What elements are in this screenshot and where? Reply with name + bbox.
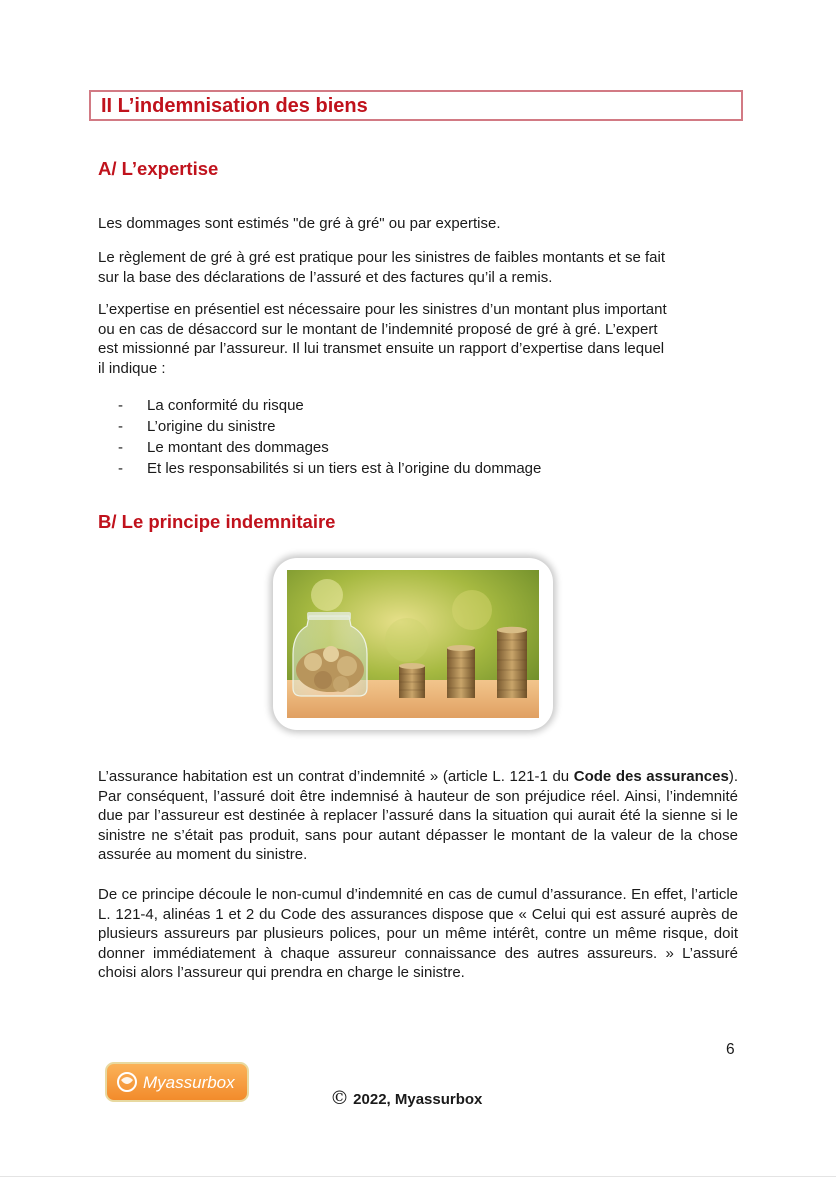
list-item-text: L’origine du sinistre: [147, 418, 276, 435]
text-line: sur la base des déclarations de l’assuré et des factures qu’il a remis.: [98, 268, 553, 286]
coins-jar-photo: [287, 570, 539, 718]
list-item-text: Le montant des dommages: [147, 439, 329, 456]
copyright-text: 2022, Myassurbox: [349, 1091, 483, 1108]
heading-principe: B/ Le principe indemnitaire: [98, 511, 336, 532]
list-item: - Et les responsabilités si un tiers est à l’origine du dommage: [118, 460, 542, 477]
heading-expertise: A/ L’expertise: [98, 158, 219, 179]
section-title-box: [89, 90, 743, 121]
copyright-symbol: ©: [330, 1087, 349, 1109]
list-item-text: Et les responsabilités si un tiers est à l’origine du dommage: [147, 460, 542, 477]
logo-text: Myassurbox: [143, 1073, 235, 1092]
section-title: II L’indemnisation des biens: [101, 95, 368, 117]
text-line: L’expertise en présentiel est nécessaire pour les sinistres d’un montant plus important: [98, 301, 667, 318]
expertise-paragraph-1: Les dommages sont estimés "de gré à gré" ou par expertise.: [98, 215, 501, 232]
text-line: ou en cas de désaccord sur le montant de l’indemnité proposé de gré à gré. L’expert: [98, 320, 658, 338]
coins-photo-frame: [273, 558, 553, 730]
page-edge-divider: [0, 1176, 836, 1177]
principe-paragraph-1: [98, 767, 738, 865]
expertise-paragraph-2: [98, 248, 738, 287]
list-item: - La conformité du risque: [118, 397, 304, 414]
text-line: est missionné par l’assureur. Il lui transmet ensuite un rapport d’expertise dans lequel: [98, 340, 665, 357]
principe-paragraph-2: De ce principe découle le non-cumul d’indemnité en cas de cumul d’assurance. En effet, l’article L. 121-4, alinéas 1 et 2 du Code des assurances dispose que « Celui qui est assuré auprès de plusieurs assureurs par plusieurs polices, pour un même intérêt, contre un même risque, doit donner immédiatement à chaque assureur connaissance des autres assureurs. » L’assuré choisi alors l’assureur qui prendra en charge le sinistre.: [98, 886, 738, 981]
text-line: il indique :: [98, 359, 166, 377]
copyright-notice: [330, 1087, 482, 1109]
list-item-text: La conformité du risque: [147, 397, 304, 414]
list-item: - Le montant des dommages: [118, 439, 329, 456]
text-line: Le règlement de gré à gré est pratique pour les sinistres de faibles montants et se fait: [98, 249, 665, 266]
text-run: ). Par conséquent, l’assuré doit être indemnisé à hauteur de son préjudice réel. Ainsi, l’indemnité due par l’assureur est destinée à replacer l’assuré dans la situation qui aurait été la sienne si le sinistre ne s’était pas produit, sans pour autant dépasser le montant de la valeur de la chose assurée au moment du sinistre.: [98, 768, 739, 863]
logo-image: [105, 1062, 249, 1102]
text-run: L’assurance habitation est un contrat d’indemnité » (article L. 121-1 du: [98, 768, 574, 785]
list-item: - L’origine du sinistre: [118, 418, 276, 435]
myassurbox-logo: [105, 1062, 249, 1102]
text-run-bold: Code des assurances: [573, 768, 729, 785]
expertise-bullet-list: [118, 395, 541, 479]
page-number: 6: [726, 1041, 735, 1058]
expertise-paragraph-3: [98, 300, 738, 378]
